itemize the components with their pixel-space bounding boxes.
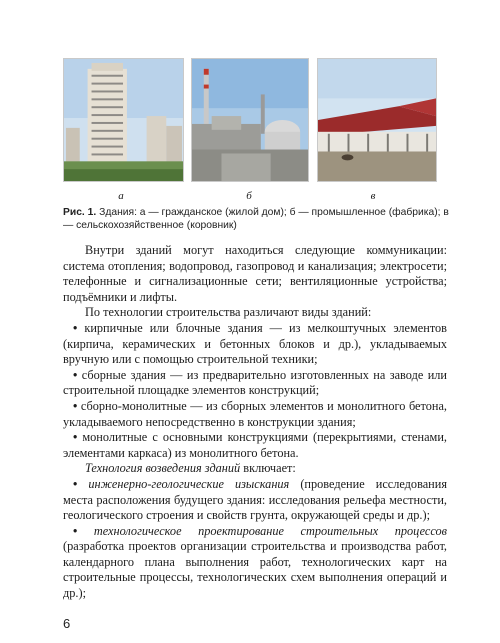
list-item: • сборные здания — из предварительно изготовленных на заводе или строительной площадке элементов конструкций; [63, 367, 447, 398]
photo-agricultural-building [317, 58, 437, 182]
sub-label-c: в [370, 190, 376, 202]
list-item: • инженерно-геологические изыскания (проведение исследования места расположения будущего здания: исследования рельефа местности, геологического строения и свойств грунта, окружающей среды и др.); [63, 476, 447, 523]
list-item: • монолитные с основными конструкциями (перекрытиями, стенами, элементами каркаса) из монолитного бетона. [63, 430, 447, 460]
figure-sub-labels [63, 190, 437, 204]
photo-industrial-building [191, 58, 309, 182]
list-item: • технологическое проектирование строительных процессов (разработка проектов организации строительства и производства работ, календарного плана выполнения работ, технологических карт на строительные процессы, технологических схем выполнения операций и др.); [63, 523, 447, 601]
figure-caption [63, 206, 453, 232]
list-item: • сборно-монолитные — из сборных элементов и монолитного бетона, укладываемого непосредственно в конструкции здания; [63, 398, 447, 429]
page-number: 6 [63, 616, 71, 631]
paragraph-construction-tech: По технологии строительства различают виды зданий: [85, 305, 372, 320]
paragraph-communications: Внутри зданий могут находиться следующие коммуникации: система отопления; водопровод, газопровод и канализация; электросети; телефонные и сигнализационные сети; вентиляционные устройства; подъёмники и лифты. [63, 243, 447, 304]
sub-label-a: а [118, 190, 124, 202]
paragraph-technology: Технология возведения зданий включает: [85, 461, 296, 476]
caption-label: Рис. 1. [63, 207, 97, 218]
sub-label-b: б [246, 190, 252, 202]
body-text [63, 243, 447, 602]
figure-images [63, 58, 437, 182]
photo-residential-building [63, 58, 184, 182]
list-item: • кирпичные или блочные здания — из мелкоштучных элементов (кирпича, керамических и бетонных блоков и др.), укладываемых вручную или с помощью строительной техники; [63, 320, 447, 367]
caption-text: Здания: а — гражданское (жилой дом); б — промышленное (фабрика); в — сельскохозяйственное (коровник) [63, 207, 449, 231]
